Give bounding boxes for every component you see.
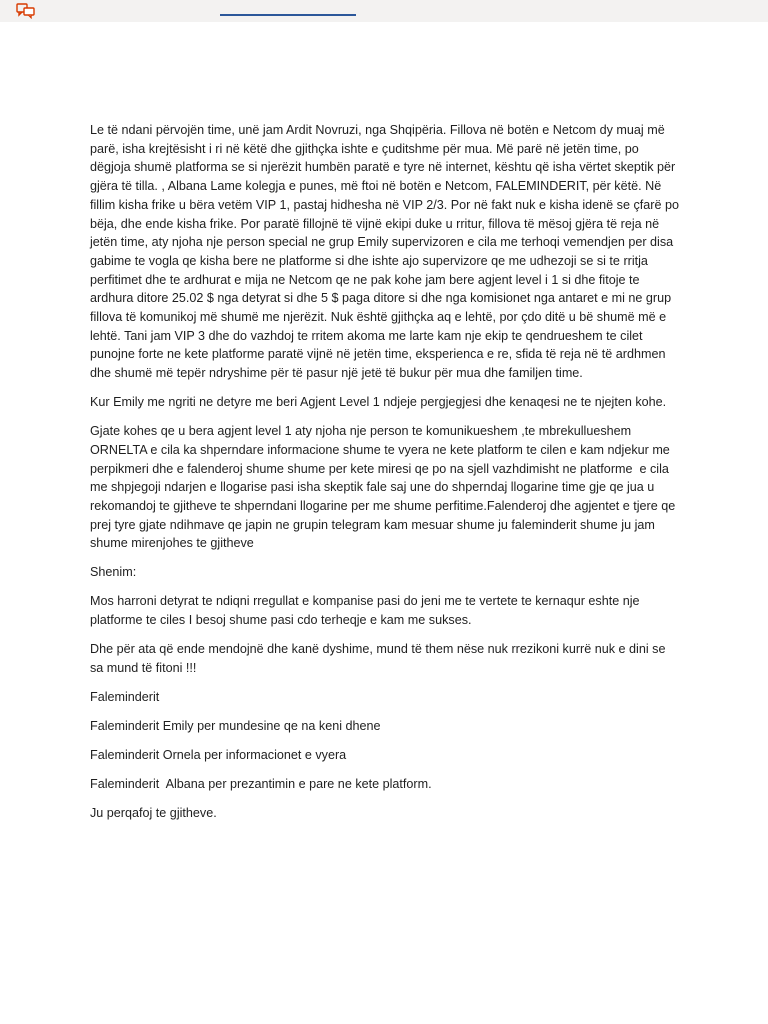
document-body bbox=[90, 121, 683, 833]
paragraph-thanks-albana: Faleminderit Albana per prezantimin e pare ne kete platform. bbox=[90, 776, 432, 791]
paragraph-experience: Le të ndani përvojën time, unë jam Ardit Novruzi, nga Shqipëria. Fillova në botën e Netcom dy muaj më parë, isha krejtësisht i ri në këtë dhe gjithçka ishte e çuditshme për mua. Më parë në jetën time, po dëgjoja shumë platforma se si njerëzit humbën paratë e tyre në internet, kështu që isha vërtet skeptik për gjëra të tilla. , Albana Lame kolegja e punes, më ftoi në botën e Netcom, FALEMINDERIT, për këtë. Në fillim kisha frike u bëra vetëm VIP 1, pastaj hidhesha në VIP 2/3. Por në fakt nuk e kisha idenë se çfarë po bëja, dhe ende kisha frike. Por paratë fillojnë të vijnë ekipi duke u rritur, fillova të mësoj gjëra të reja në jetën time, aty njoha nje person special ne grup Emily supervizoren e cila me terhoqi vemendjen per disa gabime te vogla qe kisha bere ne platforme si dhe ishte ajo supervizore qe me udhezoji se si te rritja perfitimet dhe te ardhurat e mija ne Netcom qe ne pak kohe jam bere agjent level i 1 si dhe fitoje te ardhura ditore 25.02 $ nga detyrat si dhe 5 $ paga ditore si dhe nga komisionet nga antaret e mi ne grup fillova të komunikoj më shumë me njerëzit. Nuk është gjithçka aq e lehtë, por çdo ditë u bë shumë më e lehtë. Tani jam VIP 3 dhe do vazhdoj te rritem akoma me larte kam nje ekip te qendrueshem te cilet punojne forte ne kete platforme paratë vijnë në jetën time, eksperienca e re, sfida të reja në të ardhmen dhe shumë më tepër ndryshime për të pasur një jetë të bukur për mua dhe familjen time. bbox=[90, 123, 683, 381]
paragraph-promotion: Kur Emily me ngriti ne detyre me beri Agjent Level 1 ndjeje pergjegjesi dhe kenaqesi ne te njejten kohe. bbox=[90, 395, 667, 410]
paragraph-closing: Ju perqafoj te gjitheve. bbox=[90, 805, 217, 820]
paragraph-thanks-emily: Faleminderit Emily per mundesine qe na keni dhene bbox=[90, 718, 381, 733]
paragraph-thanks: Faleminderit bbox=[90, 689, 160, 704]
paragraph-thanks-ornela: Faleminderit Ornela per informacionet e vyera bbox=[90, 747, 347, 762]
active-tab-indicator[interactable] bbox=[220, 14, 356, 16]
paragraph-ornelta: Gjate kohes qe u bera agjent level 1 aty njoha nje person te komunikueshem ,te mbrekullueshem ORNELTA e cila ka shperndare informacione shume te vyera ne kete platform te cilen e kam ndjekur me perpikmeri dhe e falenderoj shume shume per kete miresi qe po na sjell vazhdimisht ne platforme e cila me shpjegoji ndarjen e llogarise pasi isha skeptik fale saj une do shperndaj llogarine time gje qe jua u rekomandoj te gjitheve te shperndani llogarine per me shume perfitime.Falenderoj dhe agjentet e tjere qe prej tyre gjate ndihmave qe japin ne grupin telegram kam mesuar shume ju faleminderit shume ju jam shume mirenjohes te gjitheve bbox=[90, 424, 679, 551]
paragraph-note-heading: Shenim: bbox=[90, 565, 137, 580]
comments-icon[interactable] bbox=[16, 3, 36, 19]
top-toolbar bbox=[0, 0, 768, 22]
paragraph-reminder: Mos harroni detyrat te ndiqni rregullat e kompanise pasi do jeni me te vertete te kernaqur eshte nje platforme te ciles I besoj shume pasi cdo terheqje e kam me sukses. bbox=[90, 594, 644, 628]
paragraph-doubters: Dhe për ata që ende mendojnë dhe kanë dyshime, mund të them nëse nuk rrezikoni kurrë nuk e dini se sa mund të fitoni !!! bbox=[90, 642, 669, 675]
